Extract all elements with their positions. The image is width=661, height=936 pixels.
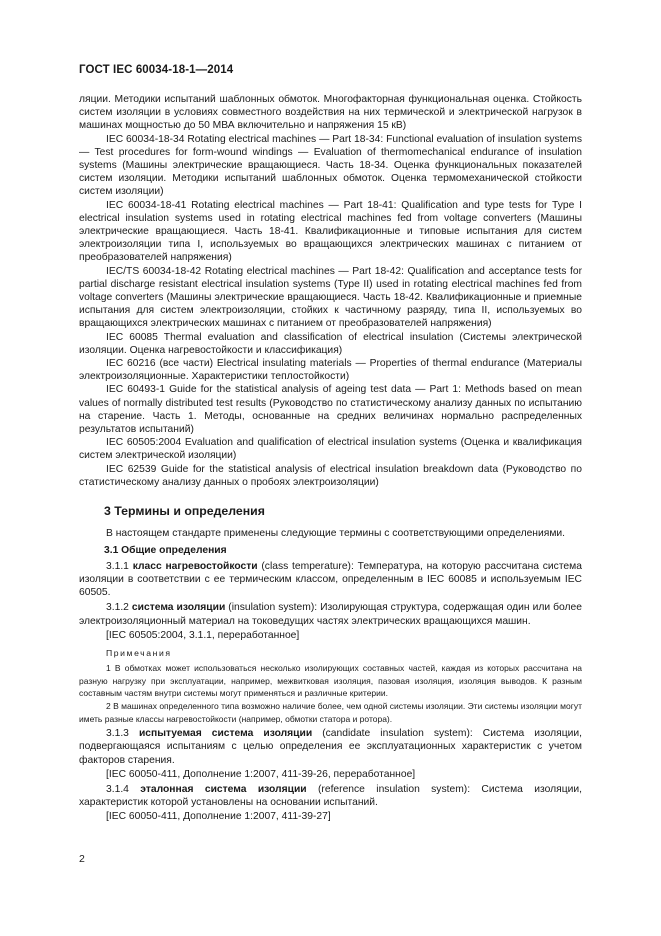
- document-header: ГОСТ IEC 60034-18-1—2014: [79, 64, 234, 76]
- term-definition: [79, 783, 582, 809]
- notes-title: Примечания: [106, 647, 172, 658]
- term-name: испытуемая система изоляции: [138, 728, 313, 740]
- section-intro: В настоящем стандарте применены следующие термины с соответствующими определениями.: [106, 528, 566, 540]
- term-text: (insulation system): Изолирующая структура, содержащая один или более электроизоляционный материал на токоведущих частях электрических вращающихся машин.: [79, 602, 582, 627]
- term-name: класс нагревостойкости: [132, 560, 258, 572]
- reference-paragraph: IEC 60034-18-41 Rotating electrical machines — Part 18-41: Qualification and type tests for Type I electrical insulation systems used in rotating electrical machines fed from voltage converters (Машины электрические вращающиеся. Часть 18-41. Квалификационные и типовые испытания для систем электроизоляции типа I, используемых во вращающихся электрических машинах с питанием от преобразователей напряжения): [79, 199, 582, 264]
- term-reference: [IEC 60505:2004, 3.1.1, переработанное]: [106, 629, 300, 641]
- term-definition: [79, 601, 582, 627]
- reference-paragraph: IEC 60034-18-34 Rotating electrical machines — Part 18-34: Functional evaluation of insulation systems — Test procedures for form-wound windings — Evaluation of thermomechanical endurance of insulation systems (Машины электрические вращающиеся. Часть 18-34. Оценка функциональных показателей систем изоляции. Методики испытаний шаблонных обмоток. Оценка термомеханической стойкости систем изоляции): [79, 133, 582, 198]
- term-text: (reference insulation system): Система изоляции, характеристик которой установлены на основании испытаний.: [79, 783, 582, 809]
- note-2: 2 В машинах определенного типа возможно наличие более, чем одной системы изоляции. Эти системы изоляции могут иметь разные классы нагревостойкости (например, обмотки статора и ротора).: [79, 700, 582, 724]
- reference-paragraph: ляции. Методики испытаний шаблонных обмоток. Многофакторная функциональная оценка. Стойкость систем изоляции в условиях совместного воздействия на них термической и электрической нагрузок в машинах мощностью до 50 МВА включительно и напряжения 15 кВ): [79, 94, 582, 132]
- reference-paragraph: IEC 60216 (все части) Electrical insulating materials — Properties of thermal endurance (Материалы электроизоляционные. Характеристики теплостойкости): [79, 358, 582, 383]
- term-text: (class temperature): Температура, на которую рассчитана система изоляции в соответствии с ее термическим классом, определенным в IEC 60085 и используемым IEC 60505.: [79, 560, 582, 599]
- reference-paragraph: IEC 60505:2004 Evaluation and qualification of electrical insulation systems (Оценка и квалификация систем электрической изоляции): [79, 437, 582, 462]
- document-body: [79, 93, 582, 824]
- term-number: 3.1.1: [106, 560, 129, 572]
- reference-paragraph: IEC 60493-1 Guide for the statistical analysis of ageing test data — Part 1: Methods based on mean values of normally distributed test results (Руководство по статистическому анализу данных по испытанию на старение. Часть 1. Методы, основанные на средних величинах нормально распределенных результатов испытаний): [79, 384, 582, 436]
- page-number: 2: [79, 853, 85, 865]
- term-definition: [79, 560, 582, 600]
- term-number: 3.1.2: [106, 602, 129, 614]
- section-heading: 3 Термины и определения: [104, 504, 265, 519]
- reference-paragraph: IEC 60085 Thermal evaluation and classification of electrical insulation (Системы электрической изоляции. Оценка нагревостойкости и классификация): [79, 331, 582, 356]
- term-name: система изоляции: [131, 602, 226, 614]
- term-reference: [IEC 60050-411, Дополнение 1:2007, 411-39-26, переработанное]: [106, 768, 416, 780]
- term-number: 3.1.3: [106, 728, 129, 740]
- term-name: эталонная система изоляции: [140, 783, 307, 795]
- term-text: (candidate insulation system): Система изоляции, подвергающаяся испытаниям с целью определения ее эксплуатационных характеристик с учетом факторов старения.: [79, 728, 582, 766]
- note-1: 1 В обмотках может использоваться несколько изолирующих составных частей, каждая из которых рассчитана на разную нагрузку при эксплуатации, например, межвитковая изоляция, пазовая изоляция, изоляция выводов. К разным составным частям внутри системы могут применяться и различные критерии.: [79, 663, 582, 699]
- term-reference: [IEC 60050-411, Дополнение 1:2007, 411-39-27]: [106, 811, 331, 823]
- subsection-heading: 3.1 Общие определения: [104, 544, 227, 556]
- term-number: 3.1.4: [106, 783, 129, 795]
- reference-paragraph: IEC/TS 60034-18-42 Rotating electrical machines — Part 18-42: Qualification and acceptance tests for partial discharge resistant electrical insulation systems (Type II) used in rotating electrical machines fed from voltage converters (Машины электрические вращающиеся. Часть 18-42. Квалификационные и приемные испытания для систем электроизоляции, стойких к частичному разряду, типа II, используемых во вращающихся электрических машинах с питанием от преобразователей напряжения): [79, 265, 582, 330]
- reference-paragraph: IEC 62539 Guide for the statistical analysis of electrical insulation breakdown data (Руководство по статистическому анализу данных о пробоях электроизоляции): [79, 463, 582, 488]
- term-definition: [79, 727, 582, 767]
